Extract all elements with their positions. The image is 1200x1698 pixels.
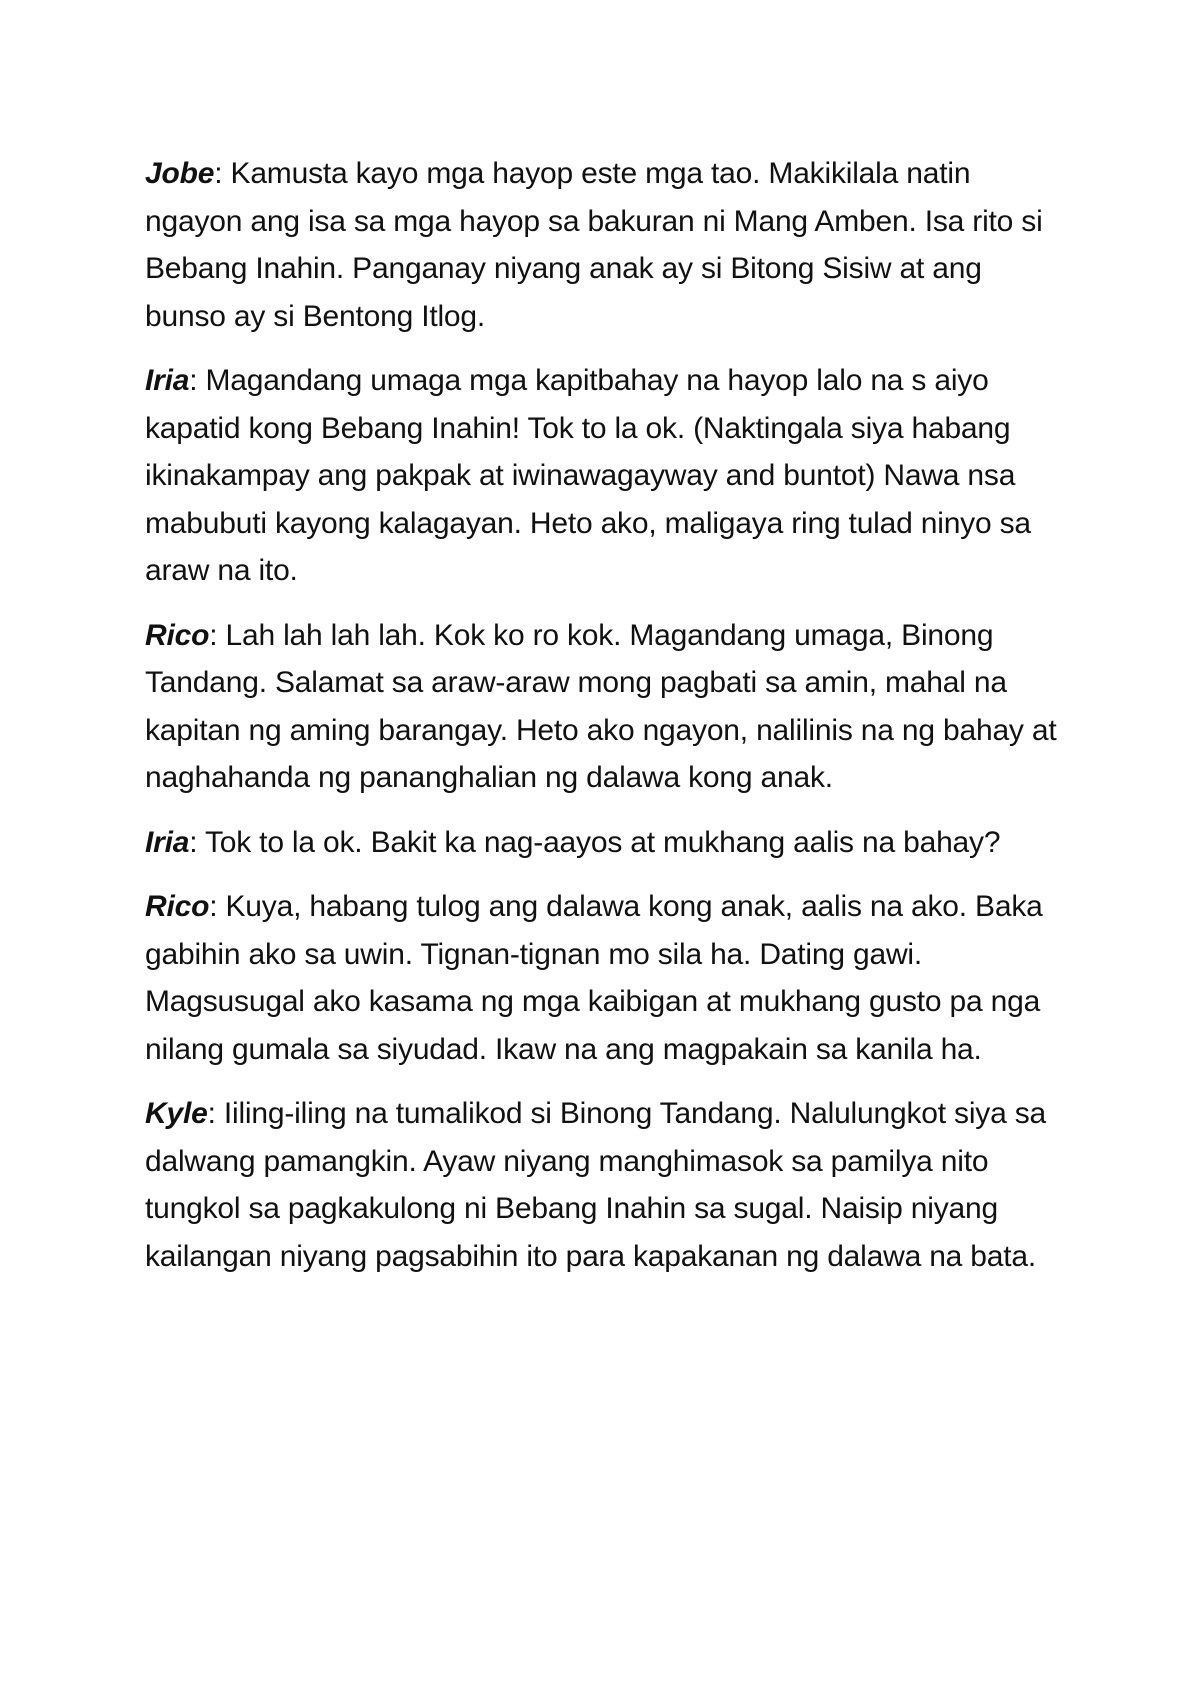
speaker-name: Iria [145, 825, 190, 859]
dialogue-text: : Kuya, habang tulog ang dalawa kong anak, aalis na ako. Baka gabihin ako sa uwin. Tignan-tignan mo sila ha. Dating gawi. Magsusugal ako kasama ng mga kaibigan at mukhang gusto pa nga nilang gumala sa siyudad. Ikaw na ang magpakain sa kanila ha. [145, 890, 1043, 1066]
speaker-name: Rico [145, 618, 210, 652]
dialogue-text: : Lah lah lah lah. Kok ko ro kok. Magandang umaga, Binong Tandang. Salamat sa araw-araw mong pagbati sa amin, mahal na kapitan ng aming barangay. Heto ako ngayon, nalilinis na ng bahay at naghahanda ng pananghalian ng dalawa kong anak. [145, 618, 1057, 794]
dialogue-paragraph [145, 819, 1065, 867]
dialogue-text: : Iiling-iling na tumalikod si Binong Tandang. Nalulungkot siya sa dalwang pamangkin. Ayaw niyang manghimasok sa pamilya nito tungkol sa pagkakulong ni Bebang Inahin sa sugal. Naisip niyang kailangan niyang pagsabihin ito para kapakanan ng dalawa na bata. [145, 1097, 1046, 1273]
speaker-name: Jobe [145, 157, 215, 190]
speaker-name: Kyle [145, 1097, 208, 1130]
dialogue-paragraph [145, 357, 1065, 595]
speaker-name: Iria [145, 364, 190, 397]
document-body [145, 150, 1065, 1297]
dialogue-paragraph [145, 612, 1065, 802]
dialogue-text: : Tok to la ok. Bakit ka nag-aayos at mukhang aalis na bahay? [189, 825, 1001, 859]
speaker-name: Rico [145, 890, 210, 923]
dialogue-paragraph [145, 883, 1065, 1073]
dialogue-text: : Kamusta kayo mga hayop este mga tao. Makikilala natin ngayon ang isa sa mga hayop sa bakuran ni Mang Amben. Isa rito si Bebang Inahin. Panganay niyang anak ay si Bitong Sisiw at ang bunso ay si Bentong Itlog. [145, 157, 1043, 333]
dialogue-paragraph [145, 1090, 1065, 1280]
dialogue-text: : Magandang umaga mga kapitbahay na hayop lalo na s aiyo kapatid kong Bebang Inahin! Tok to la ok. (Naktingala siya habang ikinakampay ang pakpak at iwinawagayway and buntot) Nawa nsa mabubuti kayong kalagayan. Heto ako, maligaya ring tulad ninyo sa araw na ito. [145, 364, 1031, 587]
dialogue-paragraph [145, 150, 1065, 340]
